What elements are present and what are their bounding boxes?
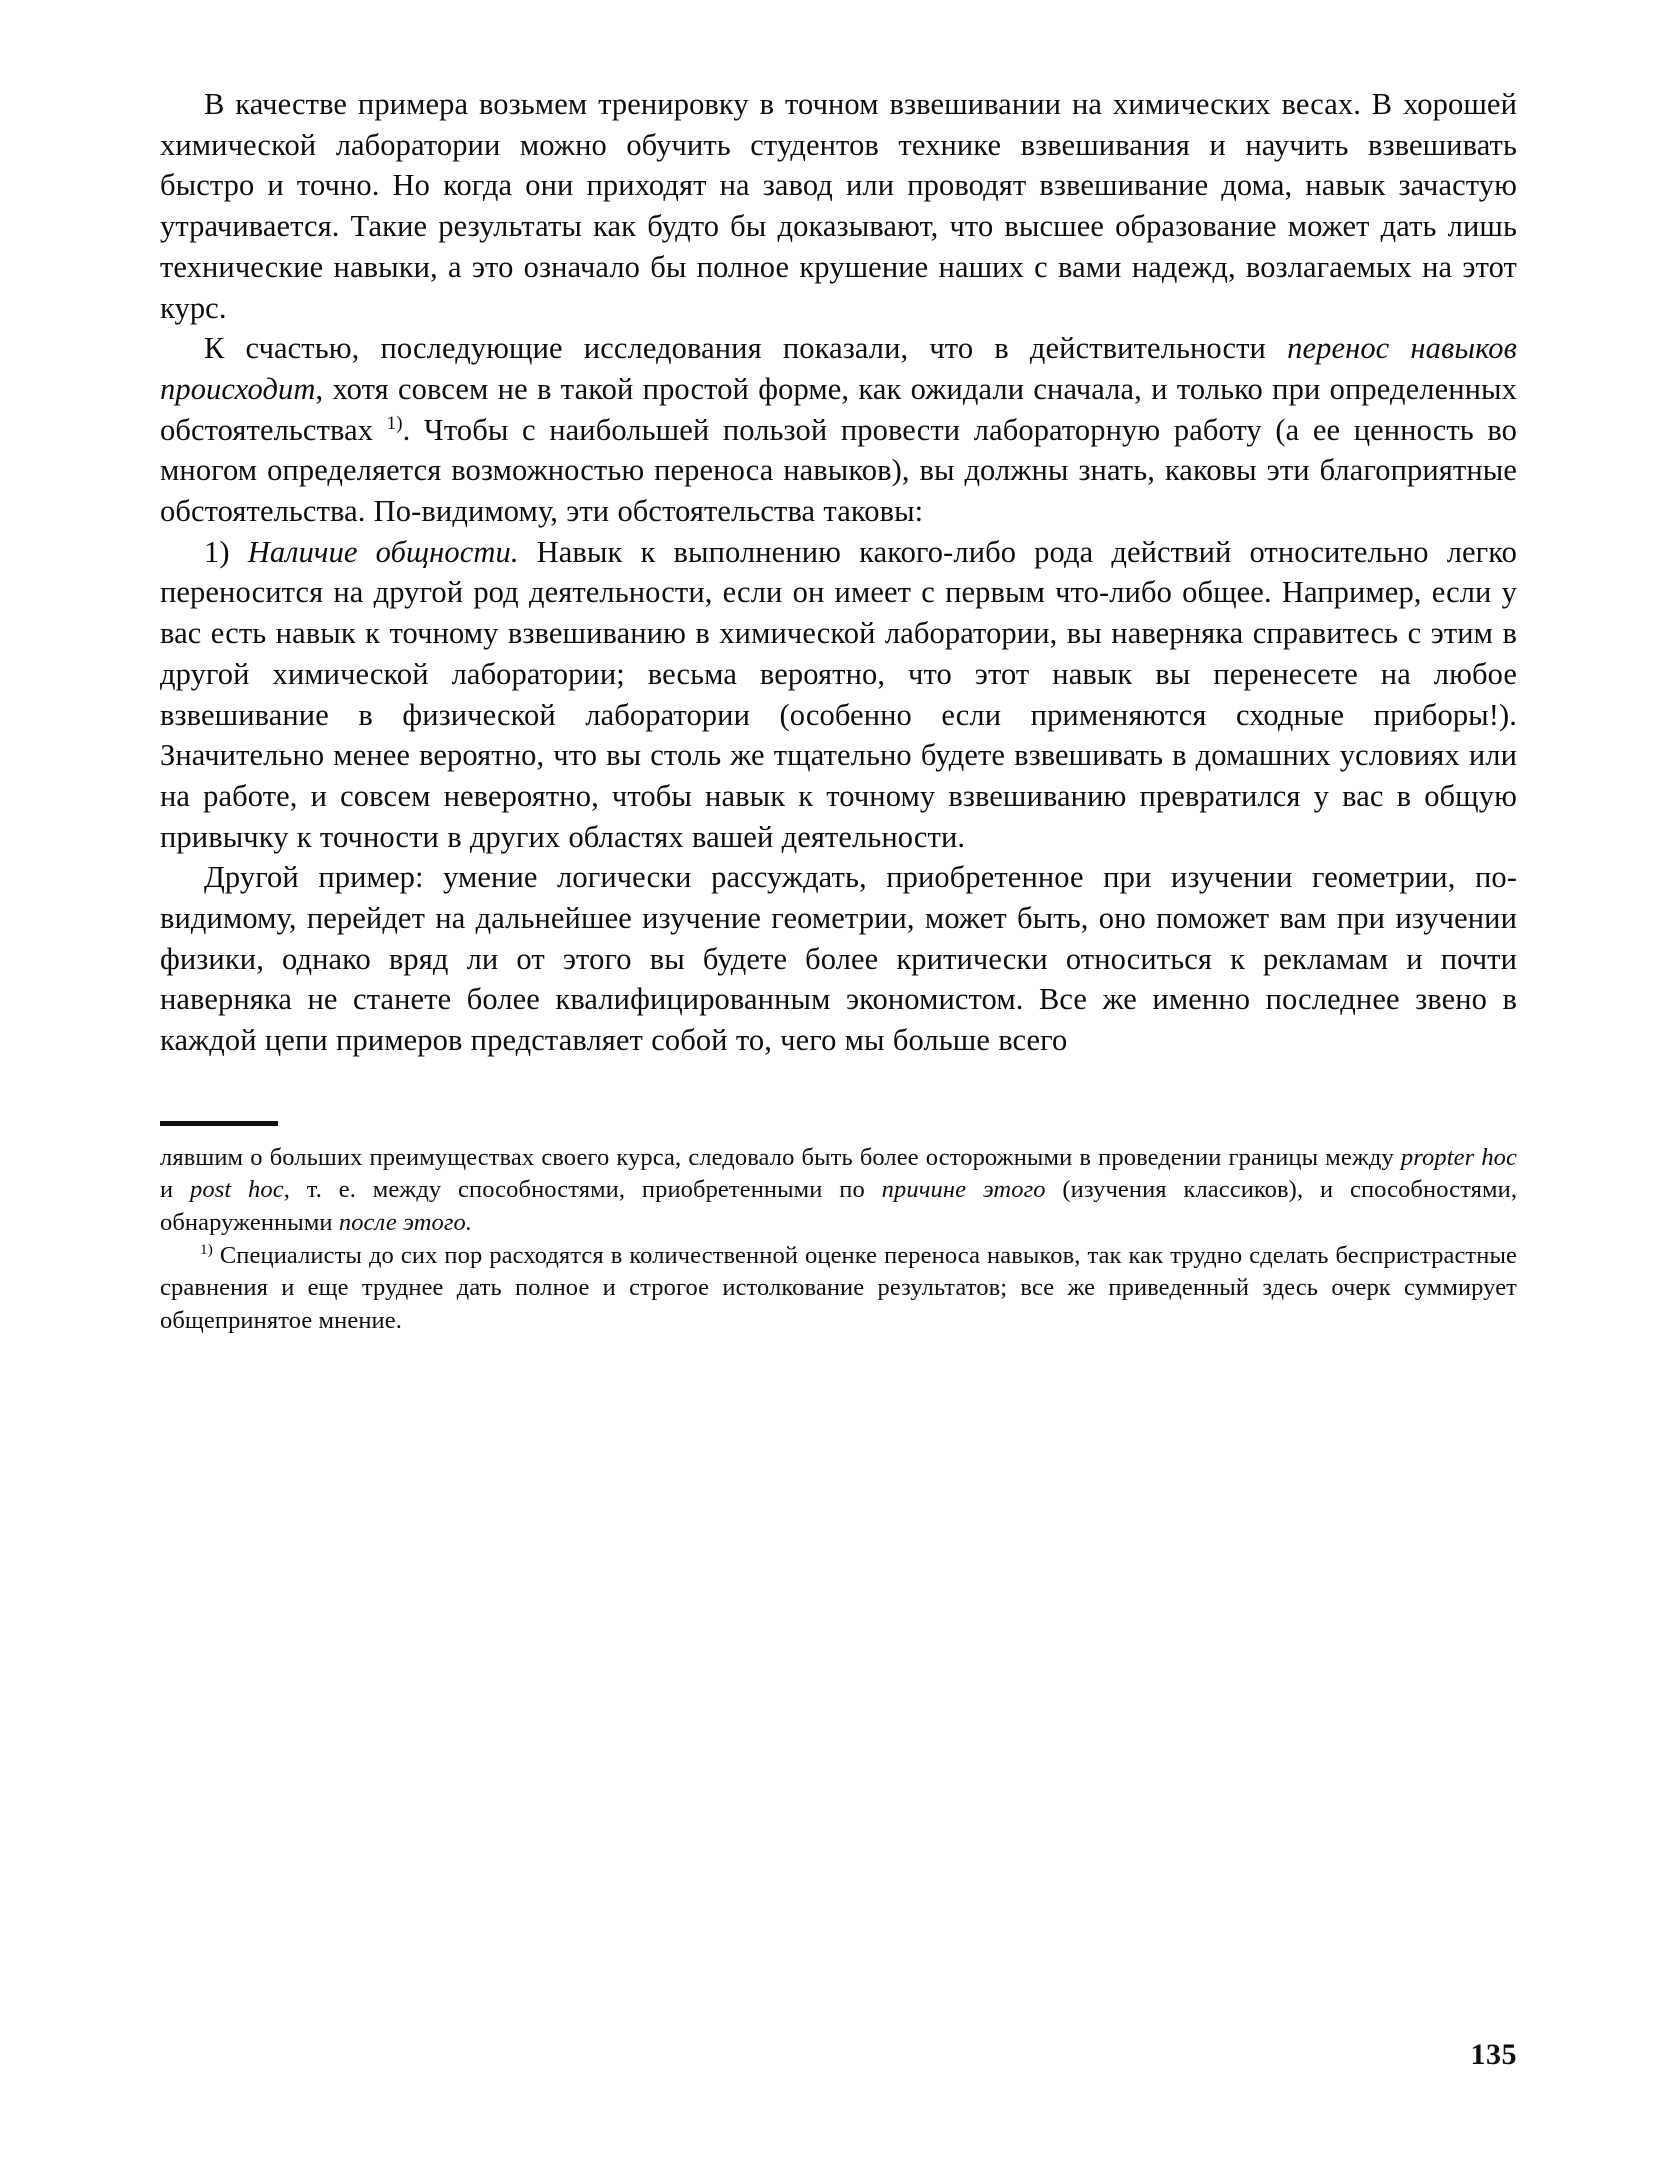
- paragraph: Другой пример: умение логически рассуждать, приобретенное при изучении геометрии, по-видимому, перейдет на дальнейшее изучение геометрии, может быть, оно поможет вам при изучении физики, однако вряд ли от этого вы будете более критически относиться к рекламам и почти наверняка не станете более квалифицированным экономистом. Все же именно последнее звено в каждой цепи примеров представляет собой то, чего мы больше всего: [160, 860, 1517, 1058]
- footnote-continued: лявшим о больших преимуществах своего курса, следовало быть более осторожными в проведении границы между propter hoc и post hoc, т. е. между способностями, приобретенными по причине этого (изучения классиков), и способностями, обнаруженными после этого.: [160, 1143, 1518, 1237]
- footnotes-block: [160, 1142, 1517, 1337]
- paragraph: К счастью, последующие исследования показали, что в действительности перенос навыков происходит, хотя совсем не в такой простой форме, как ожидали сначала, и только при определенных обстоятельствах $^{1)}$. Чтобы с наибольшей пользой провести лабораторную работу (а ее ценность во многом определяется возможностью переноса навыков), вы должны знать, каковы эти благоприятные обстоятельства. По-видимому, эти обстоятельства таковы:: [160, 331, 1518, 529]
- footnote-separator: [160, 1121, 278, 1126]
- body-text-block: [160, 84, 1517, 1061]
- paragraph: 1) Наличие общности. Навык к выполнению какого-либо рода действий относительно легко переносится на другой род деятельности, если он имеет с первым что-либо общее. Например, если у вас есть навык к точному взвешиванию в химической лаборатории, вы наверняка справитесь с этим в другой химической лаборатории; весьма вероятно, что этот навык вы перенесете на любое взвешивание в физической лаборатории (особенно если применяются сходные приборы!). Значительно менее вероятно, что вы столь же тщательно будете взвешивать в домашних условиях или на работе, и совсем невероятно, чтобы навык к точному взвешиванию превратился у вас в общую привычку к точности в других областях вашей деятельности.: [160, 534, 1517, 854]
- paragraph: В качестве примера возьмем тренировку в точном взвешивании на химических весах. В хорошей химической лаборатории можно обучить студентов технике взвешивания и научить взвешивать быстро и точно. Но когда они приходят на завод или проводят взвешивание дома, навык зачастую утрачивается. Такие результаты как будто бы доказывают, что высшее образование может дать лишь технические навыки, а это означало бы полное крушение наших с вами надежд, возлагаемых на этот курс.: [160, 87, 1517, 325]
- footnote-1: $^{1)}$ Специалисты до сих пор расходятся в количественной оценке переноса навыков, так как трудно сделать беспристрастные сравнения и еще труднее дать полное и строгое истолкование результатов; все же приведенный здесь очерк суммирует общепринятое мнение.: [160, 1240, 1517, 1334]
- page-number: 135: [1470, 2038, 1517, 2071]
